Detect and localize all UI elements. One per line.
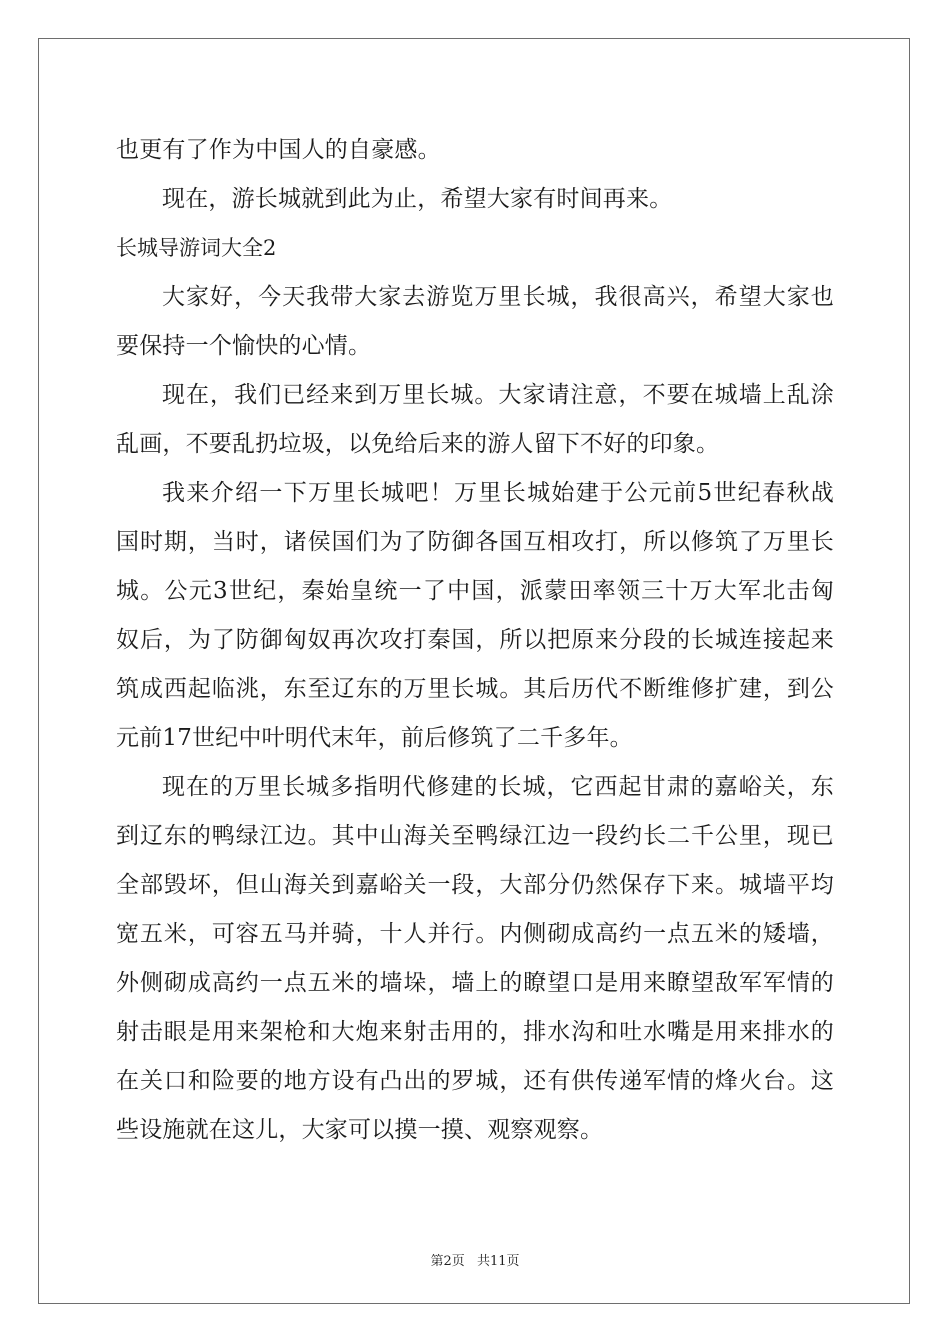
paragraph xyxy=(116,273,834,371)
page-number: 第2页 xyxy=(430,1254,465,1269)
paragraph-line: 大家好，今天我带大家去游览万里长城，我很高兴，希望大家也 xyxy=(162,284,834,310)
paragraph-line: 乱画，不要乱扔垃圾，以免给后来的游人留下不好的印象。 xyxy=(116,431,720,457)
page-footer xyxy=(0,1250,950,1269)
paragraph xyxy=(116,763,834,1155)
paragraph-line: 元前17世纪中叶明代末年，前后修筑了二千多年。 xyxy=(116,725,633,751)
paragraph-line: 外侧砌成高约一点五米的墙垛，墙上的瞭望口是用来瞭望敌军军情的 xyxy=(116,970,834,996)
document-body xyxy=(116,126,834,1155)
paragraph-line: 些设施就在这儿，大家可以摸一摸、观察观察。 xyxy=(116,1117,604,1143)
paragraph-line: 现在，我们已经来到万里长城。大家请注意，不要在城墙上乱涂 xyxy=(162,382,834,408)
paragraph-line: 要保持一个愉快的心情。 xyxy=(116,333,372,359)
paragraph-line: 筑成西起临洮，东至辽东的万里长城。其后历代不断维修扩建，到公 xyxy=(116,676,834,702)
section-heading: 长城导游词大全2 xyxy=(116,236,277,260)
paragraph xyxy=(116,175,834,224)
paragraph-line: 城。公元3世纪，秦始皇统一了中国，派蒙田率领三十万大军北击匈 xyxy=(116,578,834,604)
paragraph xyxy=(116,126,834,175)
paragraph-line: 射击眼是用来架枪和大炮来射击用的，排水沟和吐水嘴是用来排水的 xyxy=(116,1019,834,1045)
paragraph-line: 也更有了作为中国人的自豪感。 xyxy=(116,137,441,163)
paragraph-line: 在关口和险要的地方设有凸出的罗城，还有供传递军情的烽火台。这 xyxy=(116,1068,834,1094)
paragraph xyxy=(116,469,834,763)
paragraph-line: 到辽东的鸭绿江边。其中山海关至鸭绿江边一段约长二千公里，现已 xyxy=(116,823,834,849)
paragraph-line: 现在，游长城就到此为止，希望大家有时间再来。 xyxy=(162,186,673,212)
paragraph-line: 我来介绍一下万里长城吧！万里长城始建于公元前5世纪春秋战 xyxy=(162,480,834,506)
paragraph-line: 现在的万里长城多指明代修建的长城，它西起甘肃的嘉峪关，东 xyxy=(162,774,834,800)
page-total: 共11页 xyxy=(476,1254,520,1269)
paragraph-line: 奴后，为了防御匈奴再次攻打秦国，所以把原来分段的长城连接起来 xyxy=(116,627,834,653)
paragraph-line: 宽五米，可容五马并骑，十人并行。内侧砌成高约一点五米的矮墙， xyxy=(116,921,834,947)
paragraph xyxy=(116,371,834,469)
paragraph-line: 全部毁坏，但山海关到嘉峪关一段，大部分仍然保存下来。城墙平均 xyxy=(116,872,834,898)
paragraph-line: 国时期，当时，诸侯国们为了防御各国互相攻打，所以修筑了万里长 xyxy=(116,529,834,555)
